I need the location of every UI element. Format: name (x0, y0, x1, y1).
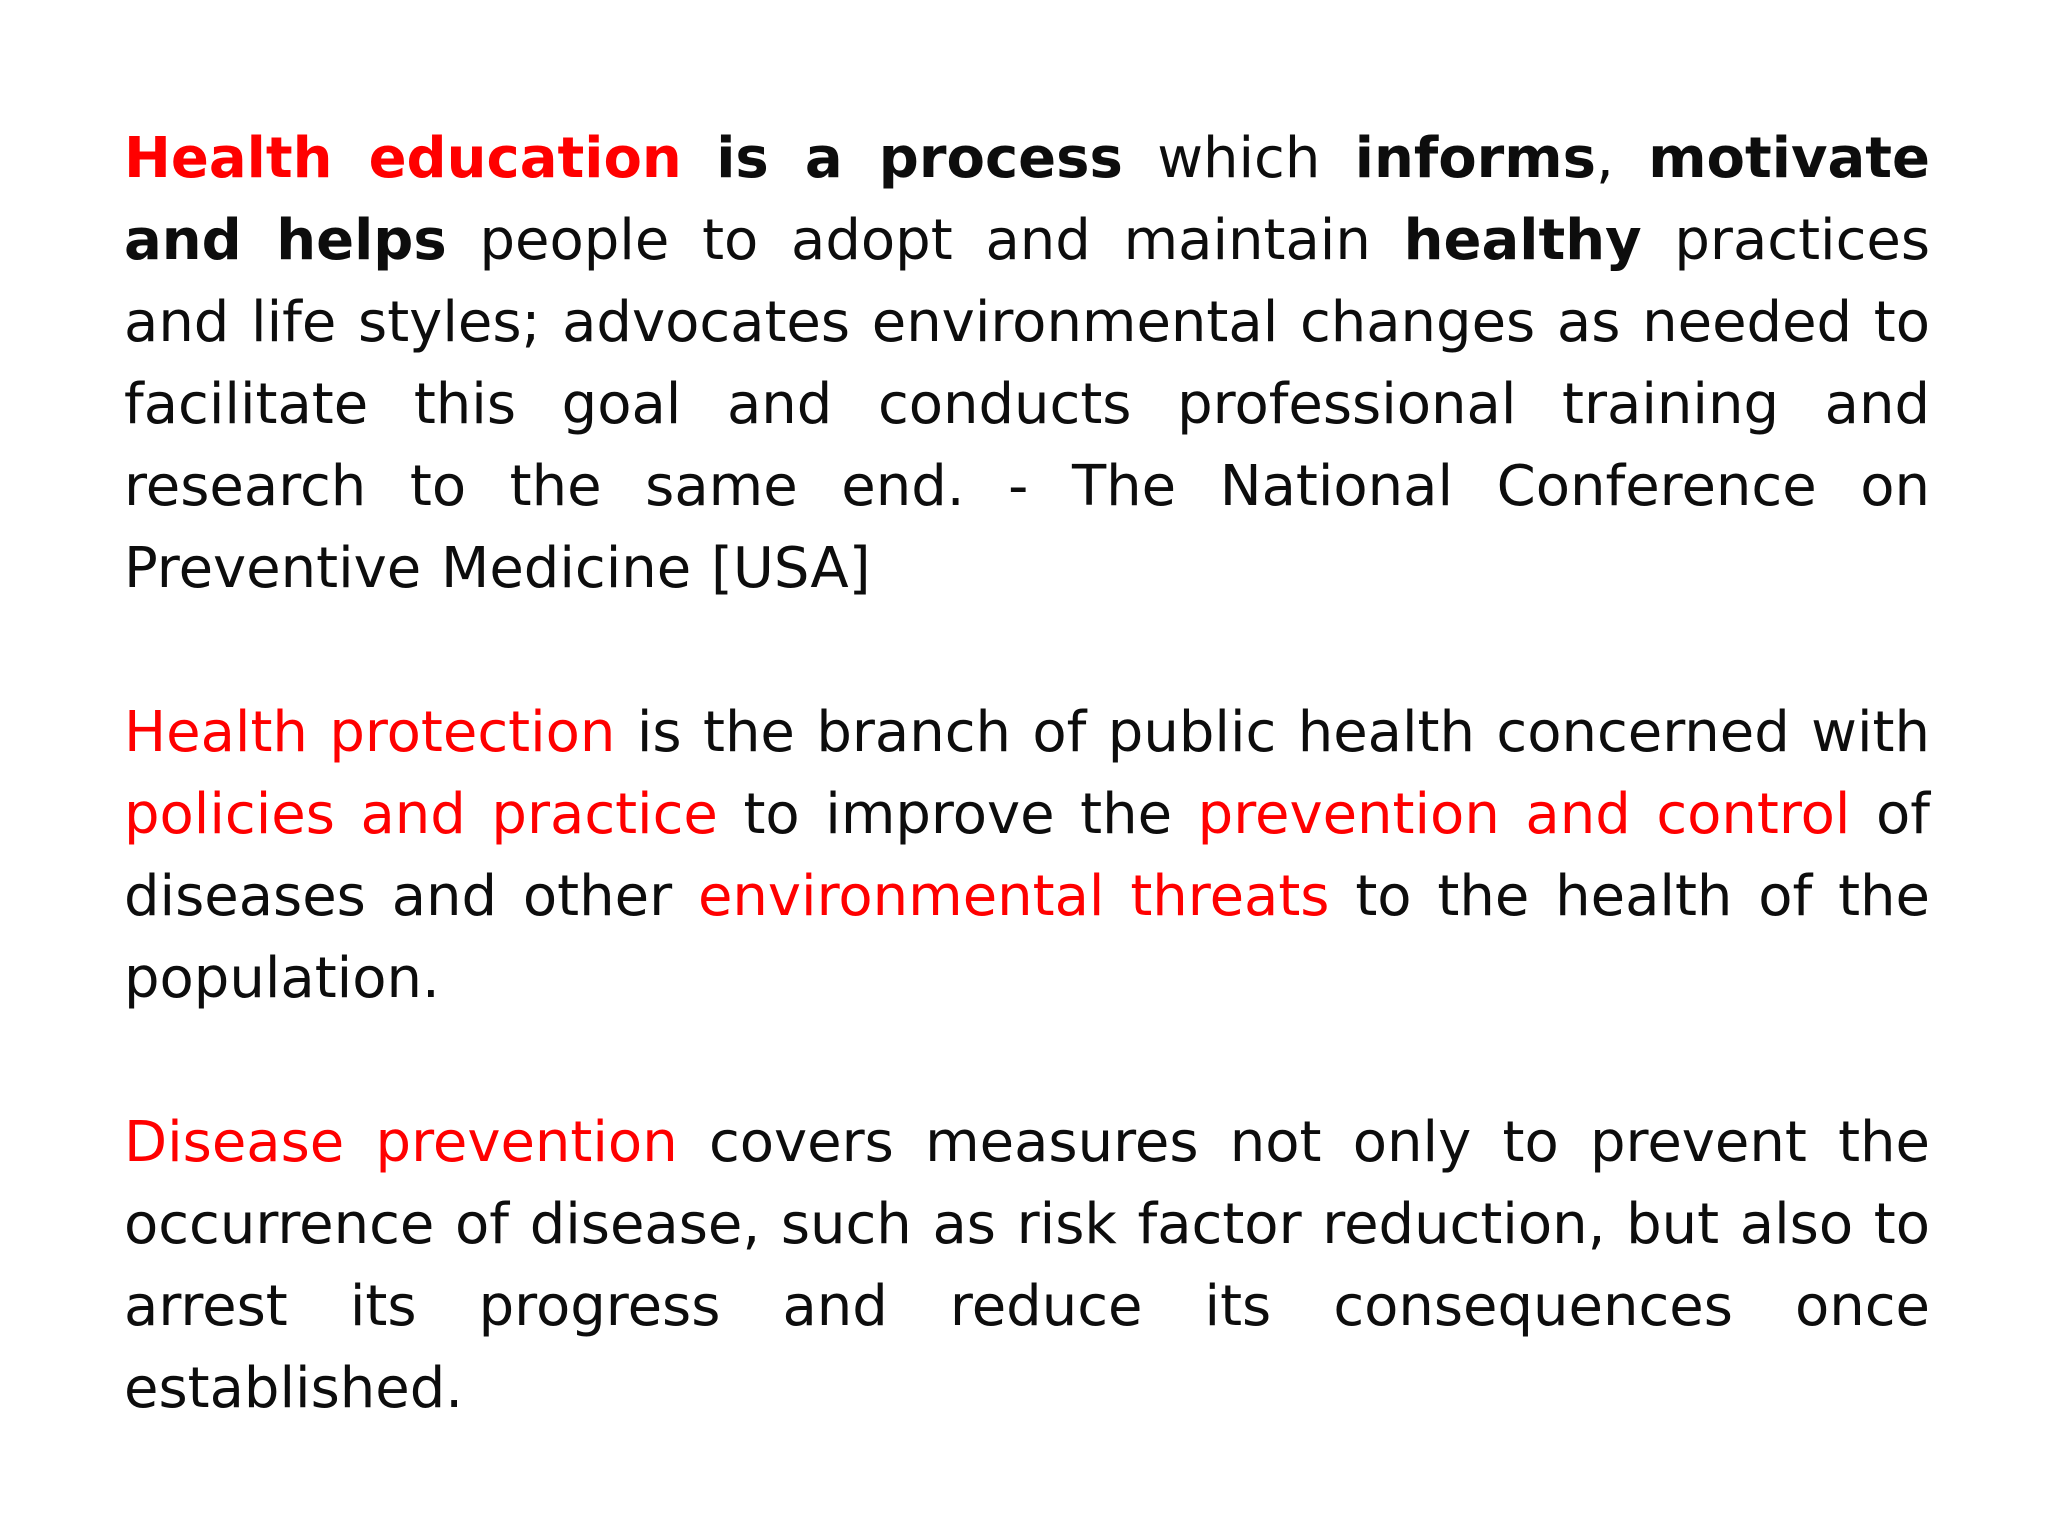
term-disease-prevention: Disease prevention (124, 1110, 678, 1175)
text-run: which (1122, 126, 1355, 191)
bold-run: informs (1354, 126, 1596, 191)
bold-run: healthy (1403, 208, 1642, 273)
paragraph-health-protection (124, 692, 1930, 1020)
text-run: to the health of the population. (124, 864, 1930, 1011)
paragraph-health-education (124, 118, 1930, 610)
term-health-protection: Health protection (124, 700, 616, 765)
text-run: people to adopt and maintain (446, 208, 1404, 273)
text-run: , (1595, 126, 1649, 191)
highlight-run: policies and practice (124, 782, 718, 847)
paragraph-disease-prevention (124, 1102, 1930, 1430)
bold-run: motivate and helps (124, 126, 1931, 273)
text-run: to improve the (717, 782, 1198, 847)
text-run: practices and life styles; advocates environmental changes as needed to facilitate this goal and conducts professional training and research to the same end. - The National Conference on Preventive Medicine [USA] (124, 208, 1930, 601)
highlight-run: prevention and control (1197, 782, 1851, 847)
term-health-education: Health education (124, 126, 682, 191)
text-run (682, 126, 716, 191)
highlight-run: environmental threats (697, 864, 1330, 929)
text-run: of diseases and other (124, 782, 1931, 929)
text-run: is the branch of public health concerned with (615, 700, 1930, 765)
text-run: covers measures not only to prevent the occurrence of disease, such as risk factor reduction, but also to arrest its progress and reduce its consequences once established. (124, 1110, 1931, 1421)
bold-run: is a process (716, 126, 1123, 191)
